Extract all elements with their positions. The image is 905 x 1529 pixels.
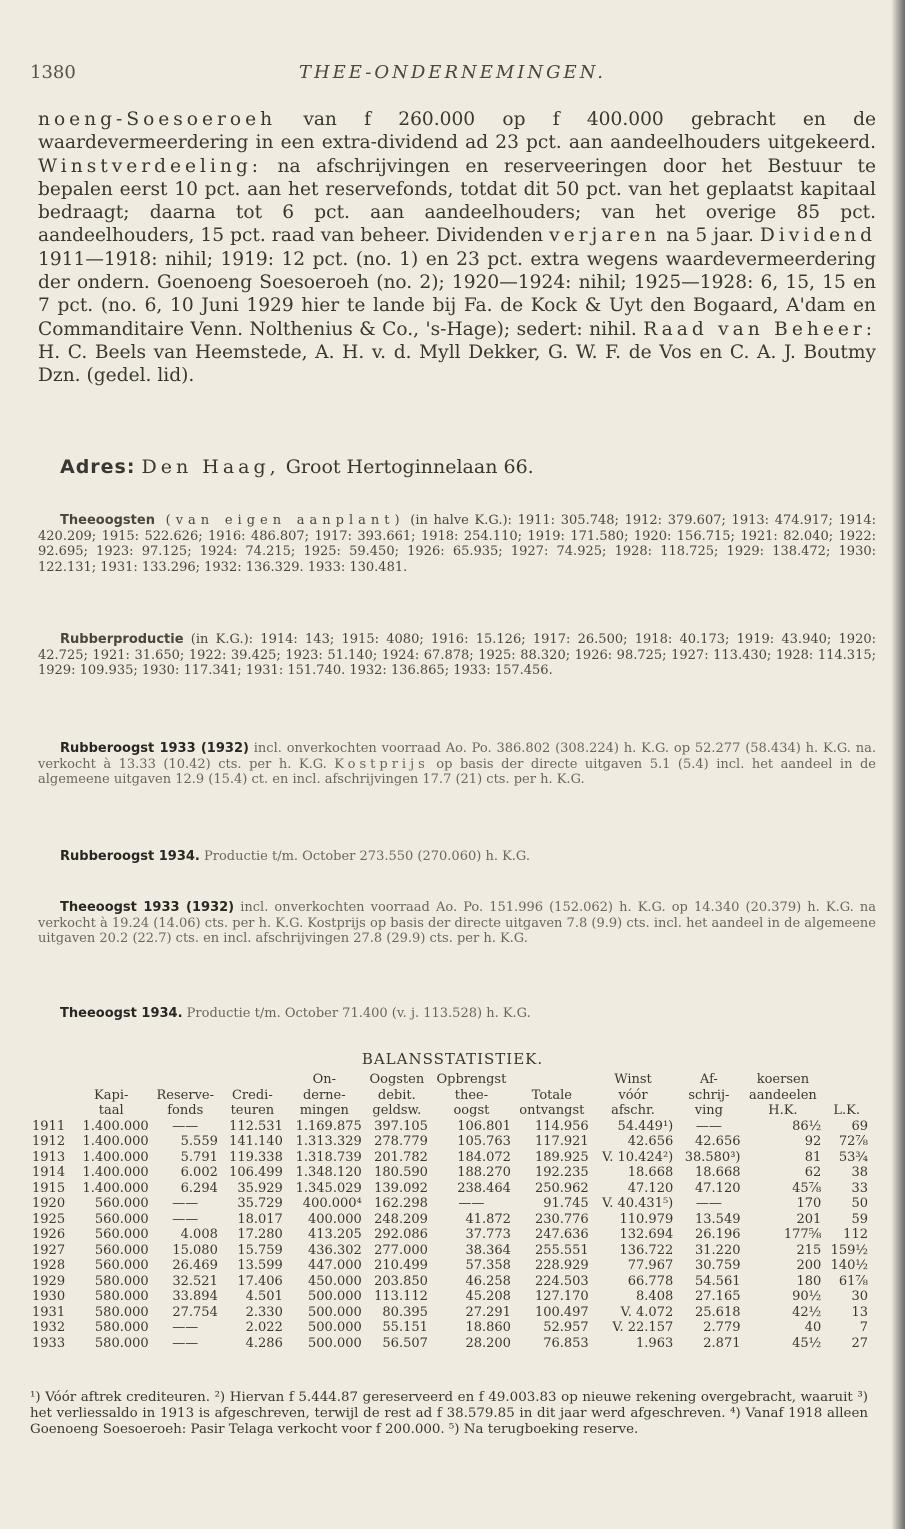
- rubberoogst-1933-spaced: Kostprijs: [334, 756, 429, 772]
- table-cell: 30.759: [695, 1258, 741, 1273]
- table-cell: 230.776: [534, 1211, 589, 1227]
- table-cell: 55.151: [382, 1320, 428, 1335]
- table-cell: 1.400.000: [82, 1165, 149, 1180]
- table-cell: 238.464: [457, 1180, 511, 1196]
- header-row-mid: [30, 1088, 870, 1104]
- theeoogst-1934-heading: Theeoogst 1934.: [60, 1006, 183, 1021]
- table-cell: 6.002: [180, 1165, 218, 1180]
- table-row: [30, 1196, 870, 1212]
- table-cell: 1.400.000: [82, 1180, 149, 1196]
- table-cell: 189.925: [534, 1149, 589, 1165]
- column-header: [30, 1088, 72, 1104]
- table-cell: 1.400.000: [82, 1118, 149, 1134]
- table-cell: 1.169.875: [295, 1118, 362, 1134]
- theeoogst-1934-text: Productie t/m. October 71.400 (v. j. 113.528) h. K.G.: [182, 1006, 531, 1021]
- table-cell: 4.286: [245, 1335, 283, 1351]
- table-cell: 170: [796, 1196, 822, 1211]
- table-cell: 580.000: [94, 1304, 149, 1320]
- table-cell: 35.929: [237, 1180, 283, 1196]
- table-cell: 400.000: [308, 1211, 362, 1227]
- table-cell: 27.754: [172, 1304, 218, 1320]
- column-header: [513, 1072, 591, 1088]
- table-row: [30, 1305, 870, 1321]
- row-year: 1913: [32, 1149, 66, 1165]
- address-street: Groot Hertoginnelaan 66.: [279, 456, 534, 478]
- column-header: derne-: [302, 1087, 346, 1103]
- address-line: [60, 456, 534, 478]
- column-header: taal: [98, 1103, 124, 1118]
- table-cell: ——: [172, 1211, 199, 1227]
- table-cell: 560.000: [94, 1258, 149, 1273]
- row-year: 1927: [32, 1242, 66, 1258]
- table-cell: 255.551: [534, 1242, 589, 1258]
- table-cell: 292.086: [374, 1227, 428, 1242]
- table-cell: 413.205: [308, 1227, 362, 1242]
- table-cell: 42½: [792, 1304, 822, 1320]
- table-cell: 86½: [792, 1118, 822, 1134]
- table-cell: V. 10.424²): [602, 1149, 674, 1165]
- theeoogsten-spaced: (van eigen aanplant): [154, 513, 405, 528]
- balance-table-body: [30, 1119, 870, 1352]
- row-year: 1912: [32, 1134, 66, 1149]
- table-cell: 13: [851, 1304, 868, 1320]
- table-cell: 80.395: [382, 1304, 428, 1320]
- column-header: koersen: [756, 1072, 810, 1087]
- table-cell: 580.000: [94, 1320, 149, 1335]
- table-cell: 35.729: [237, 1196, 283, 1211]
- table-cell: 54.561: [695, 1273, 741, 1289]
- column-header: Reserve-: [156, 1087, 215, 1103]
- table-cell: 201: [796, 1211, 822, 1227]
- table-row: [30, 1289, 870, 1305]
- table-cell: 580.000: [94, 1289, 149, 1304]
- theeoogst-1933-heading: Theeoogst 1933 (1932): [60, 900, 235, 915]
- table-cell: 47.120: [695, 1180, 741, 1196]
- theeoogst-1933-paragraph: [38, 900, 876, 947]
- table-cell: 4.501: [245, 1289, 283, 1304]
- intro-text-4: 1911—1918: nihil; 1919: 12 pct. (no. 1) en 23 pct. extra wegens waardevermeerdering der ondern. Goenoeng Soesoeroeh (no. 2); 1920—1924: nihil; 1925—1928: 6, 15, 15 en 7 pct. (no. 6, 10 Juni 1929 hier te lande bij Fa. de Kock & Uyt den Bogaard, A'dam en Commanditaire Venn. Nolthenius & Co., 's-Hage); sedert: nihil.: [38, 248, 876, 340]
- table-cell: 27.165: [695, 1289, 741, 1304]
- rubberoogst-1933-text2: op basis der directe uitgaven 5.1 (5.4) incl. het aandeel in de algemeene uitgaven 12.9 (15.4) ct. en incl. afschrijvingen 17.7 (21) cts. per h. K.G.: [38, 756, 876, 788]
- table-cell: 580.000: [94, 1335, 149, 1351]
- rubberoogst-1933-heading: Rubberoogst 1933 (1932): [60, 741, 249, 756]
- table-row: [30, 1274, 870, 1290]
- table-row: [30, 1181, 870, 1197]
- table-row: [30, 1212, 870, 1228]
- table-cell: 45.208: [465, 1289, 511, 1304]
- theeoogst-1933-text: incl. onverkochten voorraad Ao. Po. 151.996 (152.062) h. K.G. op 14.340 (20.379) h. K.G. na verkocht à 19.24 (14.06) cts. per h. K.G. Kostprijs op basis der directe uitgaven 7.8 (9.9) cts. incl. het aandeel in de algemeene uitgaven 20.2 (22.7) cts. en incl. afschrijvingen 27.8 (29.9) cts. per h. K.G.: [38, 900, 877, 947]
- table-cell: 500.000: [308, 1289, 362, 1304]
- table-cell: 278.779: [374, 1134, 428, 1149]
- column-header: Kapi-: [94, 1087, 129, 1103]
- balance-title: BALANSSTATISTIEK.: [361, 1050, 544, 1068]
- theeoogsten-heading: Theeoogsten: [60, 513, 155, 528]
- table-cell: 1.348.120: [295, 1165, 362, 1180]
- column-header: oogst: [453, 1103, 490, 1118]
- table-cell: 560.000: [94, 1227, 149, 1242]
- rubberoogst-1933-text: incl. onverkochten voorraad Ao. Po. 386.802 (308.224) h. K.G. op 52.277 (58.434) h. K.G. na. verkocht à 13.33 (10.42) cts. per h. K.G.: [38, 741, 876, 772]
- table-cell: 8.408: [636, 1289, 674, 1304]
- page-edge-shadow: [891, 0, 905, 1529]
- table-cell: 447.000: [308, 1258, 362, 1273]
- column-header: thee-: [454, 1087, 489, 1103]
- table-cell: 141.140: [229, 1134, 283, 1149]
- table-cell: V. 40.431⁵): [602, 1196, 674, 1211]
- table-row: [30, 1336, 870, 1352]
- column-header: geldsw.: [372, 1103, 422, 1118]
- row-year: 1925: [32, 1211, 66, 1227]
- table-row: [30, 1134, 870, 1150]
- table-cell: 1.400.000: [82, 1149, 149, 1165]
- rubberproductie-text: (in K.G.): 1914: 143; 1915: 4080; 1916: 15.126; 1917: 26.500; 1918: 40.173; 1919: 43.940; 1920: 42.725; 1921: 31.650; 1922: 39.425; 1923: 51.140; 1924: 67.878; 1925: 88.320; 1926: 98.725; 1927: 113.430; 1928: 114.315; 1929: 109.935; 1930: 117.341; 1931: 151.740. 1932: 136.865; 1933: 157.456.: [38, 632, 876, 679]
- table-cell: 1.963: [636, 1335, 674, 1351]
- table-cell: 136.722: [619, 1242, 674, 1258]
- table-cell: 77.967: [627, 1258, 674, 1273]
- address-city: Den Haag,: [141, 456, 280, 478]
- column-header: Oogsten: [369, 1072, 425, 1087]
- header-row-bottom: [30, 1103, 870, 1119]
- table-cell: 248.209: [374, 1211, 428, 1227]
- table-cell: 215: [796, 1242, 822, 1258]
- table-cell: 61⅞: [838, 1273, 868, 1289]
- column-header: [823, 1088, 870, 1104]
- table-cell: 92: [804, 1134, 822, 1149]
- page-header: [30, 62, 875, 88]
- table-cell: 1.318.739: [295, 1149, 362, 1165]
- row-year: 1926: [32, 1227, 66, 1242]
- page-number: 1380: [30, 62, 76, 83]
- table-cell: 91.745: [543, 1196, 589, 1211]
- table-cell: 52.957: [543, 1320, 589, 1335]
- footnotes: ¹) Vóór aftrek crediteuren. ²) Hiervan f 5.444.87 gereserveerd en f 49.003.83 op nieuwe rekening overgebracht, waaruit ³) het verliessaldo in 1913 is afgeschreven, terwijl de rest ad f 38.579.85 in dit jaar werd afgeschreven. ⁴) Vanaf 1918 alleen Goenoeng Soesoeroeh: Pasir Telaga verkocht voor f 200.000. ⁵) Na terugboeking reserve.: [30, 1390, 868, 1438]
- table-cell: 180: [796, 1273, 822, 1289]
- table-cell: 110.979: [619, 1211, 674, 1227]
- table-row: [30, 1150, 870, 1166]
- table-cell: 105.763: [457, 1134, 511, 1149]
- table-cell: 26.469: [172, 1258, 218, 1273]
- table-cell: 42.656: [695, 1134, 741, 1149]
- rubberproductie-paragraph: [38, 632, 876, 679]
- table-cell: 1.400.000: [82, 1134, 149, 1149]
- table-cell: 33: [851, 1180, 868, 1196]
- column-header: H.K.: [768, 1103, 798, 1118]
- row-year: 1933: [32, 1335, 66, 1351]
- table-cell: 1.313.329: [295, 1134, 362, 1149]
- table-cell: 18.860: [465, 1320, 511, 1335]
- table-cell: 62: [804, 1165, 822, 1180]
- table-cell: 159½: [830, 1242, 868, 1258]
- intro-text-2: na afschrijvingen en reserveeringen door het Bestuur te bepalen eerst 10 pct. aan het reservefonds, totdat dit 50 pct. van het geplaatst kapitaal bedraagt; daarna tot 6 pct. aan aandeelhouders; van het overige 85 pct. aandeelhouders, 15 pct. raad van beheer. Dividenden: [38, 155, 876, 247]
- table-cell: 4.008: [180, 1227, 218, 1242]
- column-header: Opbrengst: [436, 1072, 507, 1087]
- column-header: [220, 1072, 285, 1088]
- table-cell: 46.258: [465, 1273, 511, 1289]
- table-cell: 1.345.029: [295, 1180, 362, 1196]
- table-cell: 32.521: [172, 1273, 218, 1289]
- table-cell: 17.406: [237, 1273, 283, 1289]
- table-cell: 42.656: [627, 1134, 674, 1149]
- column-header: debit.: [377, 1087, 416, 1103]
- table-cell: 2.022: [245, 1320, 283, 1335]
- column-header: L.K.: [833, 1103, 860, 1118]
- table-cell: ——: [458, 1196, 485, 1211]
- intro-text-1: van f 260.000 op f 400.000 gebracht en de waardevermeerdering in een extra-dividend ad 23 pct. aan aandeelhouders uitgekeerd.: [38, 109, 876, 154]
- column-header: On-: [312, 1072, 337, 1087]
- table-cell: 177⅝: [783, 1227, 822, 1242]
- table-cell: 66.778: [627, 1273, 674, 1289]
- balance-table: [30, 1072, 870, 1351]
- rubberoogst-1934-paragraph: [38, 849, 876, 865]
- table-cell: 112: [843, 1227, 868, 1242]
- row-year: 1930: [32, 1289, 66, 1304]
- theeoogsten-text: (in halve K.G.): 1911: 305.748; 1912: 379.607; 1913: 474.917; 1914: 420.209; 1915: 522.626; 1916: 486.807; 1917: 393.661; 1918: 254.110; 1919: 171.580; 1920: 156.715; 1921: 82.040; 1922: 92.695; 1923: 97.125; 1924: 74.215; 1925: 59.450; 1926: 65.935; 1927: 74.925; 1928: 118.725; 1929: 138.472; 1930: 122.131; 1931: 133.296; 1932: 136.329. 1933: 130.481.: [38, 513, 876, 575]
- table-cell: 140½: [830, 1258, 868, 1273]
- table-cell: 38.364: [465, 1242, 511, 1258]
- table-cell: 2.871: [703, 1335, 741, 1351]
- table-cell: 106.499: [229, 1165, 283, 1180]
- table-cell: 203.850: [374, 1273, 428, 1289]
- column-header: mingen: [299, 1103, 349, 1118]
- column-header: aandeelen: [748, 1087, 817, 1103]
- table-cell: 38.580³): [684, 1149, 741, 1165]
- intro-spaced-2: Winstverdeeling:: [38, 155, 263, 177]
- running-title: THEE-ONDERNEMINGEN.: [298, 62, 607, 83]
- table-cell: 180.590: [374, 1165, 428, 1180]
- table-cell: 6.294: [180, 1180, 218, 1196]
- table-cell: 30: [851, 1289, 868, 1304]
- table-cell: 188.270: [457, 1165, 511, 1180]
- table-cell: 41.872: [465, 1211, 511, 1227]
- column-header: Winst: [614, 1072, 652, 1087]
- table-cell: 228.929: [534, 1258, 589, 1273]
- table-cell: 132.694: [619, 1227, 674, 1242]
- table-cell: 400.000⁴: [302, 1196, 362, 1211]
- row-year: 1915: [32, 1180, 66, 1196]
- table-cell: 113.112: [374, 1289, 428, 1304]
- table-cell: 560.000: [94, 1242, 149, 1258]
- table-cell: 47.120: [627, 1180, 674, 1196]
- table-cell: 37.773: [465, 1227, 511, 1242]
- table-cell: 560.000: [94, 1211, 149, 1227]
- table-cell: 450.000: [308, 1273, 362, 1289]
- table-cell: 2.330: [245, 1304, 283, 1320]
- table-cell: 18.668: [695, 1165, 741, 1180]
- table-cell: 114.956: [534, 1118, 589, 1134]
- table-cell: 117.921: [534, 1134, 589, 1149]
- table-cell: ——: [695, 1118, 722, 1134]
- column-header: ontvangst: [519, 1103, 585, 1118]
- column-header: [30, 1103, 72, 1119]
- column-header: Totale: [531, 1087, 572, 1103]
- table-cell: 45⅞: [792, 1180, 822, 1196]
- theeoogst-1934-paragraph: [38, 1006, 876, 1022]
- table-cell: 13.549: [695, 1211, 741, 1227]
- table-cell: 127.170: [534, 1289, 589, 1304]
- column-header: Credi-: [231, 1087, 273, 1103]
- column-header: fonds: [167, 1103, 204, 1118]
- table-cell: 25.618: [695, 1304, 741, 1320]
- row-year: 1932: [32, 1320, 66, 1335]
- header-row-top: [30, 1072, 870, 1088]
- rubberproductie-heading: Rubberproductie: [60, 632, 184, 647]
- theeoogsten-paragraph: [38, 513, 876, 575]
- table-cell: 59: [851, 1211, 868, 1227]
- table-cell: 15.080: [172, 1242, 218, 1258]
- intro-spaced-4: Dividend: [759, 225, 876, 247]
- intro-text-3: na 5 jaar.: [660, 225, 760, 247]
- row-year: 1931: [32, 1304, 66, 1320]
- table-cell: 72⅞: [838, 1134, 868, 1149]
- table-cell: 250.962: [534, 1180, 589, 1196]
- intro-paragraph: [38, 108, 876, 388]
- table-cell: 45½: [792, 1335, 822, 1351]
- table-cell: ——: [172, 1118, 199, 1134]
- table-cell: 119.338: [229, 1149, 283, 1165]
- intro-spaced-5: Raad van Beheer:: [643, 318, 876, 340]
- table-cell: ——: [695, 1196, 722, 1211]
- table-row: [30, 1243, 870, 1259]
- table-cell: 40: [804, 1320, 822, 1335]
- column-header: Af-: [699, 1072, 718, 1087]
- table-cell: 18.017: [237, 1211, 283, 1227]
- table-cell: 28.200: [465, 1335, 511, 1351]
- table-cell: 69: [851, 1118, 868, 1134]
- table-cell: 112.531: [229, 1118, 283, 1134]
- table-cell: 5.559: [180, 1134, 218, 1149]
- table-cell: 184.072: [457, 1149, 511, 1165]
- column-header: teuren: [230, 1103, 275, 1118]
- table-row: [30, 1119, 870, 1135]
- table-cell: 436.302: [308, 1242, 362, 1258]
- table-cell: 90½: [792, 1289, 822, 1304]
- row-year: 1929: [32, 1273, 66, 1289]
- column-header: ving: [694, 1103, 723, 1118]
- table-cell: 224.503: [534, 1273, 589, 1289]
- table-cell: 18.668: [627, 1165, 674, 1180]
- rubberoogst-1934-heading: Rubberoogst 1934.: [60, 849, 200, 864]
- table-cell: 200: [796, 1258, 822, 1273]
- table-cell: 500.000: [308, 1304, 362, 1320]
- table-cell: 54.449¹): [617, 1118, 674, 1134]
- column-header: [823, 1072, 870, 1088]
- table-cell: 210.499: [374, 1258, 428, 1273]
- table-cell: 26.196: [695, 1227, 741, 1242]
- table-cell: ——: [172, 1320, 199, 1335]
- table-cell: 50: [851, 1196, 868, 1211]
- table-cell: 57.358: [465, 1258, 511, 1273]
- row-year: 1920: [32, 1196, 66, 1211]
- table-row: [30, 1320, 870, 1336]
- table-cell: 38: [851, 1165, 868, 1180]
- table-row: [30, 1227, 870, 1243]
- intro-spaced-3: verjaren: [549, 225, 661, 247]
- table-cell: 201.782: [374, 1149, 428, 1165]
- intro-spaced-1: noeng-Soesoeroeh: [38, 109, 277, 130]
- balance-table-header: [30, 1072, 870, 1119]
- table-cell: 53¾: [838, 1149, 868, 1165]
- column-header: schrij-: [688, 1087, 730, 1103]
- table-cell: 580.000: [94, 1273, 149, 1289]
- table-cell: V. 4.072: [620, 1304, 674, 1320]
- table-cell: ——: [172, 1196, 199, 1211]
- rubberoogst-1934-text: Productie t/m. October 273.550 (270.060) h. K.G.: [199, 849, 530, 864]
- address-label: Adres:: [60, 456, 136, 478]
- table-cell: 5.791: [180, 1149, 218, 1165]
- table-cell: 106.801: [457, 1118, 511, 1134]
- table-cell: 247.636: [534, 1227, 589, 1242]
- table-cell: 100.497: [534, 1304, 589, 1320]
- table-cell: 33.894: [172, 1289, 218, 1304]
- table-row: [30, 1165, 870, 1181]
- table-cell: 500.000: [308, 1320, 362, 1335]
- table-cell: ——: [172, 1335, 199, 1351]
- table-cell: 13.599: [237, 1258, 283, 1273]
- table-cell: 17.280: [237, 1227, 283, 1242]
- table-cell: 81: [804, 1149, 822, 1165]
- column-header: [151, 1072, 220, 1088]
- column-header: vóór: [618, 1087, 648, 1103]
- table-cell: 7: [859, 1320, 868, 1335]
- column-header: [30, 1072, 72, 1088]
- table-cell: 76.853: [543, 1335, 589, 1351]
- table-cell: 162.298: [374, 1196, 428, 1211]
- table-cell: 397.105: [374, 1118, 428, 1134]
- row-year: 1911: [32, 1118, 66, 1134]
- row-year: 1928: [32, 1258, 66, 1273]
- column-header: [72, 1072, 151, 1088]
- table-cell: 139.092: [374, 1180, 428, 1196]
- column-header: afschr.: [611, 1103, 655, 1118]
- table-cell: 15.759: [237, 1242, 283, 1258]
- table-cell: 560.000: [94, 1196, 149, 1211]
- table-row: [30, 1258, 870, 1274]
- table-cell: 2.779: [703, 1320, 741, 1335]
- table-cell: 277.000: [374, 1242, 428, 1258]
- table-cell: 56.507: [382, 1335, 428, 1351]
- table-cell: 27: [851, 1335, 868, 1351]
- table-cell: V. 22.157: [612, 1320, 674, 1335]
- table-cell: 31.220: [695, 1242, 741, 1258]
- table-cell: 27.291: [465, 1304, 511, 1320]
- row-year: 1914: [32, 1165, 66, 1180]
- rubberoogst-1933-paragraph: [38, 741, 876, 788]
- table-cell: 192.235: [534, 1165, 589, 1180]
- intro-text-5: H. C. Beels van Heemstede, A. H. v. d. Myll Dekker, G. W. F. de Vos en C. A. J. Boutmy Dzn. (gedel. lid).: [38, 341, 876, 387]
- table-cell: 500.000: [308, 1335, 362, 1351]
